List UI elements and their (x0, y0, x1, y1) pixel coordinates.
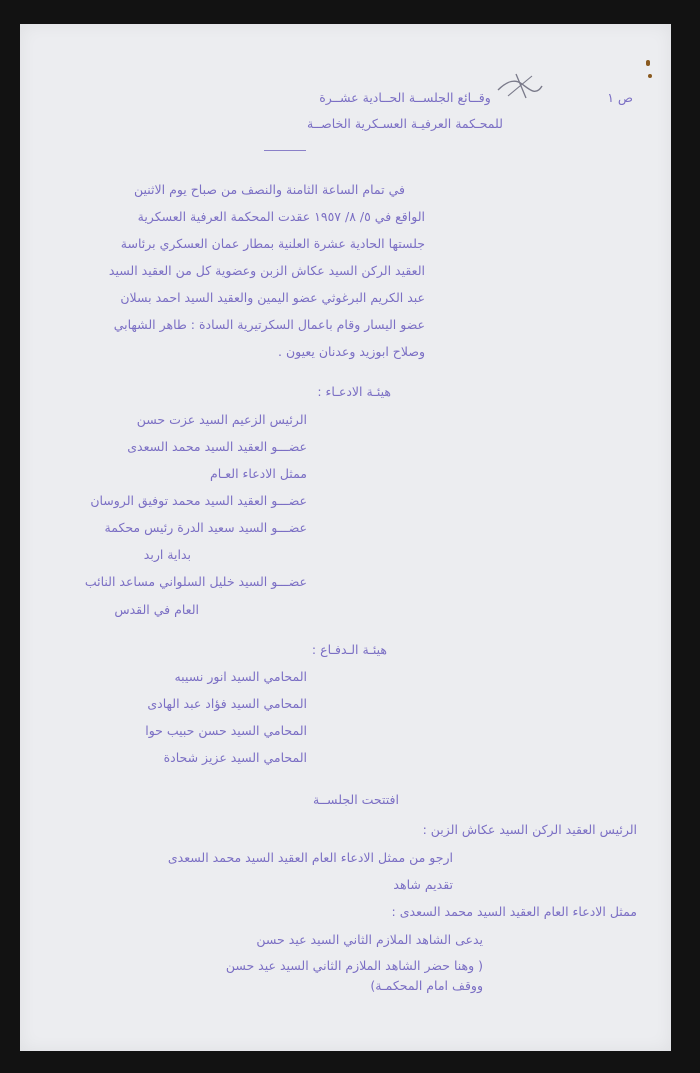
session-line: تقديم شاهد (393, 877, 453, 892)
handwritten-mark-icon (492, 68, 548, 104)
intro-line: عبد الكريم البرغوثي عضو اليمين والعقيد السيد احمد بسلان (120, 290, 425, 305)
document-title-line1: وقــائع الجلســة الحــادية عشــرة (319, 90, 491, 105)
intro-line: العقيد الركن السيد عكاش الزبن وعضوية كل من العقيد السيد (108, 263, 425, 278)
prosecution-member: عضـــو السيد خليل السلواني مساعد النائب (84, 574, 307, 589)
title-divider (264, 150, 306, 151)
session-line: ارجو من ممثل الادعاء العام العقيد السيد محمد السعدى (167, 850, 453, 865)
defense-heading: هيئـة الـدفـاع : (311, 642, 387, 657)
intro-line: عضو اليسار وقام باعمال السكرتيرية السادة : طاهر الشهابي (113, 317, 425, 332)
prosecution-heading: هيئـة الادعـاء : (317, 384, 391, 399)
prosecution-member: عضـــو العقيد السيد محمد السعدى (127, 439, 307, 454)
page-number: ص ١ (607, 90, 633, 105)
session-heading: افتتحت الجلســة (313, 792, 399, 807)
paper-stain (648, 74, 652, 78)
session-line: ( وهنا حضر الشاهد الملازم الثاني السيد عيد حسن (225, 958, 483, 973)
intro-line: جلستها الحادية عشرة العلنية بمطار عمان العسكري برئاسة (120, 236, 425, 251)
defense-member: المحامي السيد عزيز شحادة (163, 750, 307, 765)
intro-line: في تمام الساعة الثامنة والنصف من صباح يوم الاثنين (133, 182, 405, 197)
defense-member: المحامي السيد فؤاد عبد الهادى (147, 696, 307, 711)
prosecution-member: ممثل الادعاء العـام (210, 466, 307, 481)
defense-member: المحامي السيد حسن حبيب حوا (145, 723, 307, 738)
session-line: ممثل الادعاء العام العقيد السيد محمد السعدى : (391, 904, 637, 919)
session-line: ووقف امام المحكمـة) (370, 978, 483, 993)
document-page (20, 24, 671, 1051)
prosecution-member: الرئيس الزعيم السيد عزت حسن (136, 412, 307, 427)
prosecution-member: عضـــو العقيد السيد محمد توفيق الروسان (90, 493, 307, 508)
prosecution-member: بداية اربد (143, 547, 191, 562)
prosecution-member: عضـــو السيد سعيد الدرة رئيس محكمة (104, 520, 307, 535)
session-line: الرئيس العقيد الركن السيد عكاش الزبن : (422, 822, 637, 837)
paper-stain (646, 60, 650, 66)
intro-line: الواقع في ٥/ ٨/ ١٩٥٧ عقدت المحكمة العرفية العسكرية (137, 209, 425, 224)
intro-line: وصلاح ابوزيد وعدنان يعيون . (278, 344, 425, 359)
defense-member: المحامي السيد انور نسيبه (174, 669, 307, 684)
document-title-line2: للمحـكمة العرفيـة العسـكرية الخاصــة (307, 116, 503, 131)
prosecution-member: العام في القدس (114, 602, 199, 617)
session-line: يدعى الشاهد الملازم الثاني السيد عيد حسن (256, 932, 483, 947)
